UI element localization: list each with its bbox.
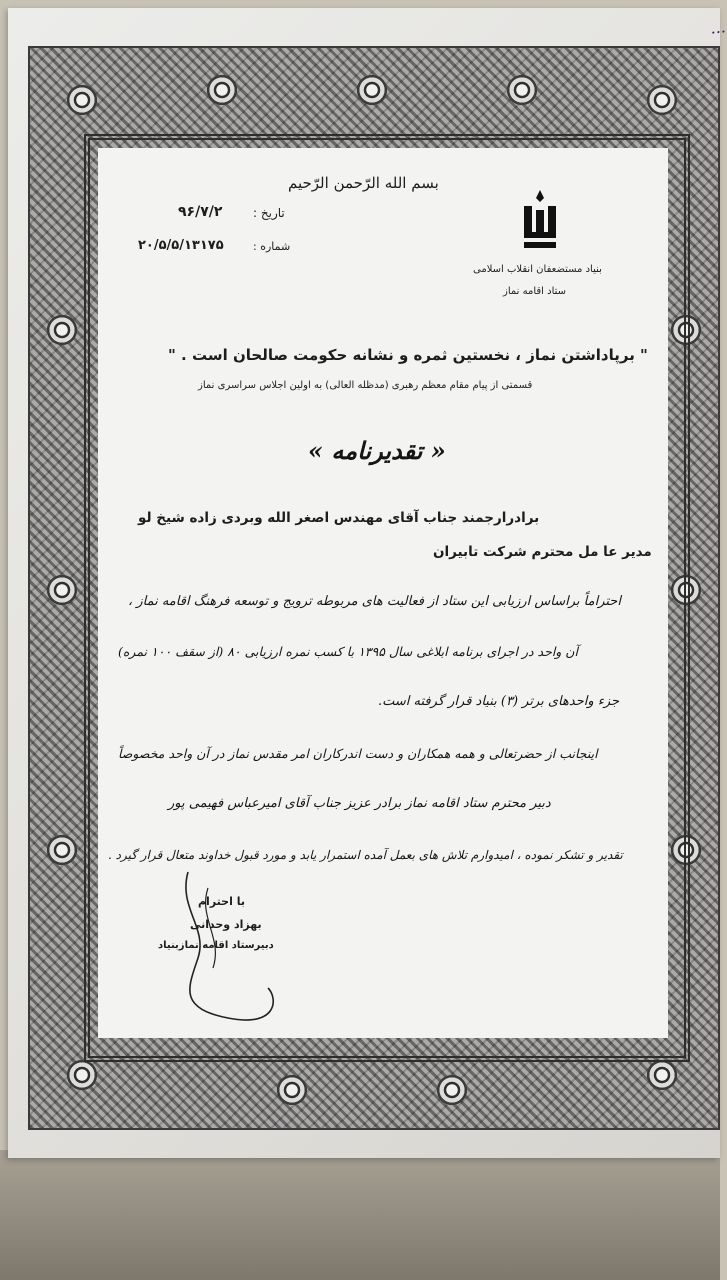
ornament-icon (60, 78, 104, 122)
certificate-title: « تقدیرنامه » (308, 436, 446, 465)
bismillah: بسم الله الرّحمن الرّحیم (288, 174, 439, 192)
body-line-2: آن واحد در اجرای برنامه ابلاغی سال ۱۳۹۵ با کسب نمره ارزیابی ۸۰ (از سقف ۱۰۰ نمره) (118, 644, 578, 659)
number-value: ۲۰/۵/۵/۱۳۱۷۵ (138, 238, 224, 253)
quote-source: قسمتی از پیام مقام معظم رهبری (مدظله العالی) به اولین اجلاس سراسری نماز (198, 380, 533, 391)
org-name: بنیاد مستضعفان انقلاب اسلامی (473, 264, 602, 275)
recipient-line1: برادرارجمند جناب آقای مهندس اصغر الله وبردی زاده شیخ لو (138, 510, 540, 526)
ornament-icon (430, 1068, 474, 1112)
foundation-logo-icon (518, 188, 562, 252)
ornament-icon (350, 68, 394, 112)
ornament-icon (500, 68, 544, 112)
ornament-icon (40, 308, 84, 352)
ornament-icon (640, 78, 684, 122)
ornament-icon (200, 68, 244, 112)
quote-text: " برپاداشتن نماز ، نخستین ثمره و نشانه حکومت صالحان است . " (168, 346, 648, 364)
floor-background (0, 1150, 720, 1280)
date-value: ۹۶/۷/۲ (178, 204, 223, 220)
body-line-4: اینجانب از حضرتعالی و همه همکاران و دست اندرکاران امر مقدس نماز در آن واحد مخصوصاً (118, 746, 598, 761)
org-sub: ستاد اقامه نماز (503, 286, 567, 297)
signature-role: دبیرستاد اقامه نمازبنیاد (158, 940, 274, 951)
signature-name: بهزاد وحدانی (190, 918, 262, 931)
ornament-icon (270, 1068, 314, 1112)
body-line-3: جزء واحدهای برتر (۳) بنیاد قرار گرفته است. (378, 694, 620, 709)
recipient-line2: مدیر عا مل محترم شرکت تابیران (433, 544, 652, 560)
handwritten-top-note: ... (709, 17, 727, 38)
body-line-5: دبیر محترم ستاد اقامه نماز برادر عزیز جناب آقای امیرعباس فهیمی پور (168, 796, 551, 811)
body-line-1: احتراماً براساس ارزیابی این ستاد از فعالیت های مربوطه ترویج و توسعه فرهنگ اقامه نماز ، (128, 594, 621, 609)
ornament-icon (40, 828, 84, 872)
signature-closing: با احترام (198, 895, 245, 908)
number-label: شماره : (253, 240, 291, 253)
ornament-icon (40, 568, 84, 612)
body-line-6: تقدیر و تشکر نموده ، امیدوارم تلاش های بعمل آمده استمرار یابد و مورد قبول خداوند متعال قرار گیرد . (108, 848, 623, 862)
certificate-content (98, 148, 668, 1038)
certificate-paper (8, 8, 727, 1158)
date-label: تاریخ : (253, 206, 285, 220)
